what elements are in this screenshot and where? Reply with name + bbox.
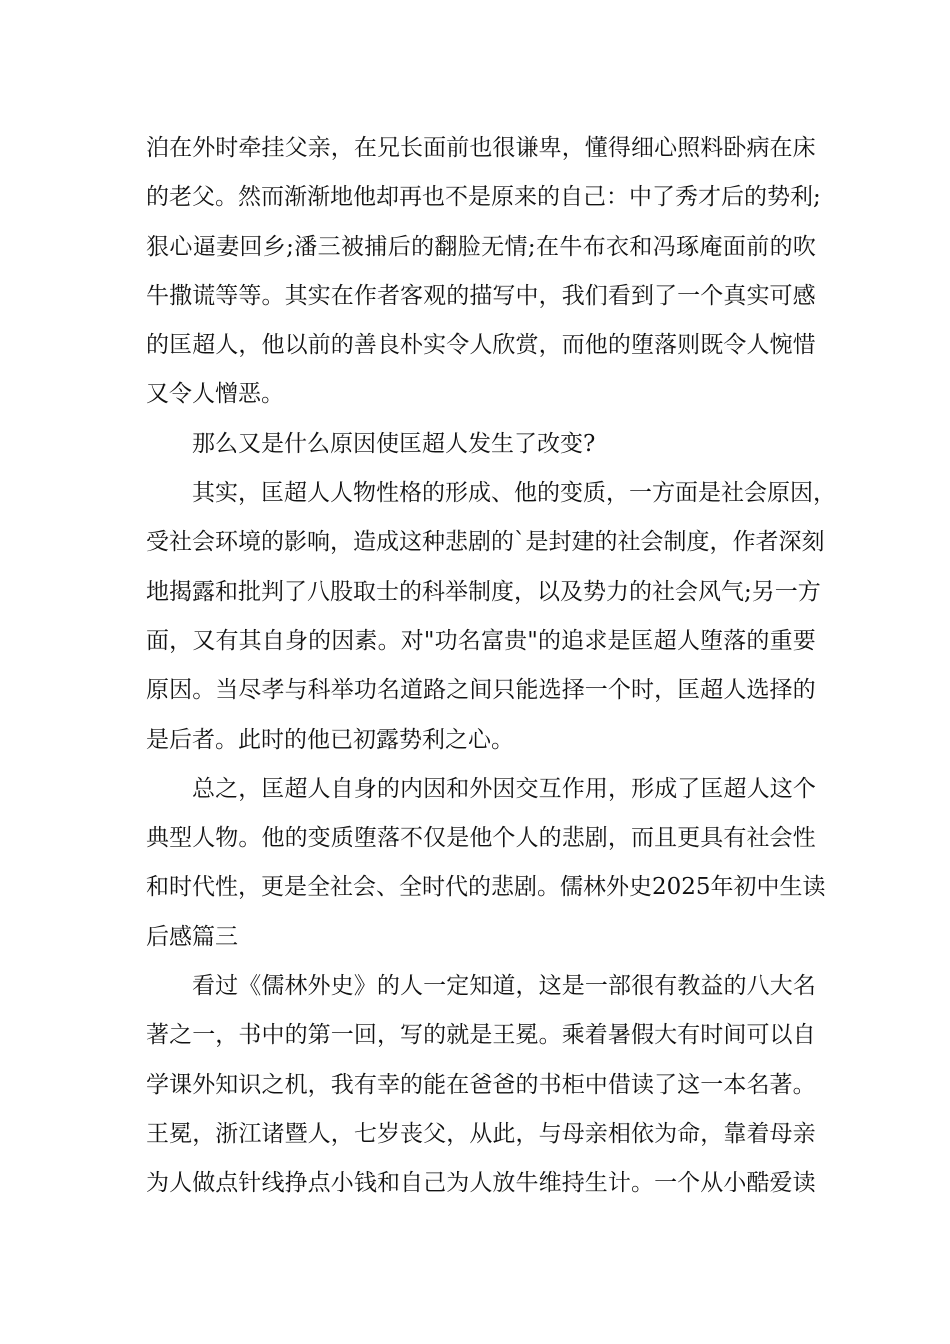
body-text <box>146 124 836 1209</box>
text-line: 地 揭 露 和 批 判 了 八 股 取 士 的 科 举 制 度 ， 以 及 势 力 的 社 会 风 气 ; 另 一 方 <box>146 578 821 605</box>
text-line: 著 之 一 ， 书 中 的 第 一 回 ， 写 的 就 是 王 冕 。 乘 着 暑 假 大 有 时 间 可 以 自 <box>146 1022 816 1049</box>
text-line: 受 社 会 环 境 的 影 响 ， 造 成 这 种 悲 剧 的 ` 是 封 建 的 社 会 制 度 ， 作 者 深 刻 <box>146 529 825 556</box>
text-line: 狠 心 逼 妻 回 乡 ; 潘 三 被 捕 后 的 翻 脸 无 情 ; 在 牛 布 衣 和 冯 琢 庵 面 前 的 吹 <box>146 233 816 260</box>
text-line: 原 因 。 当 尽 孝 与 科 举 功 名 道 路 之 间 只 能 选 择 一 个 时 ， 匡 超 人 选 择 的 <box>146 677 816 704</box>
text-line: 是后者。此时的他已初露势利之心。 <box>146 726 514 753</box>
text-line: 典 型 人 物 。 他 的 变 质 堕 落 不 仅 是 他 个 人 的 悲 剧 ， 而 且 更 具 有 社 会 性 <box>146 825 816 852</box>
text-line: 那么又是什么原因使匡超人发生了改变? <box>192 430 596 457</box>
text-line: 牛 撒 谎 等 等 。 其 实 在 作 者 客 观 的 描 写 中 ， 我 们 看 到 了 一 个 真 实 可 感 <box>146 282 816 309</box>
text-line: 和 时 代 性 ， 更 是 全 社 会 、 全 时 代 的 悲 剧 。 儒 林 外 史 2025 年 初 中 生 读 <box>146 874 826 901</box>
text-line: 其 实 ， 匡 超 人 人 物 性 格 的 形 成 、 他 的 变 质 ， 一 方 面 是 社 会 原 因 ， <box>192 480 836 507</box>
text-line: 看 过 《 儒 林 外 史 》 的 人 一 定 知 道 ， 这 是 一 部 很 有 教 益 的 八 大 名 <box>192 973 816 1000</box>
text-line: 的 老 父 。 然 而 渐 渐 地 他 却 再 也 不 是 原 来 的 自 己 ： 中 了 秀 才 后 的 势 利 ; <box>146 184 821 211</box>
text-line: 泊 在 外 时 牵 挂 父 亲 ， 在 兄 长 面 前 也 很 谦 卑 ， 懂 得 细 心 照 料 卧 病 在 床 <box>146 135 816 161</box>
text-line: 王 冕 ， 浙 江 诸 暨 人 ， 七 岁 丧 父 ， 从 此 ， 与 母 亲 相 依 为 命 ， 靠 着 母 亲 <box>146 1120 816 1147</box>
text-line: 为 人 做 点 针 线 挣 点 小 钱 和 自 己 为 人 放 牛 维 持 生 计 。 一 个 从 小 酷 爱 读 <box>146 1170 816 1197</box>
text-line: 面 ， 又 有 其 自 身 的 因 素 。 对 " 功 名 富 贵 " 的 追 求 是 匡 超 人 堕 落 的 重 要 <box>146 627 816 654</box>
text-line: 又令人憎恶。 <box>146 381 284 408</box>
text-line: 的 匡 超 人 ， 他 以 前 的 善 良 朴 实 令 人 欣 赏 ， 而 他 的 堕 落 则 既 令 人 惋 惜 <box>146 332 816 359</box>
text-line: 学 课 外 知 识 之 机 ， 我 有 幸 的 能 在 爸 爸 的 书 柜 中 借 读 了 这 一 本 名 著 。 <box>146 1071 816 1098</box>
text-line: 总 之 ， 匡 超 人 自 身 的 内 因 和 外 因 交 互 作 用 ， 形 成 了 匡 超 人 这 个 <box>192 775 816 802</box>
text-line: 后感篇三 <box>146 923 238 950</box>
